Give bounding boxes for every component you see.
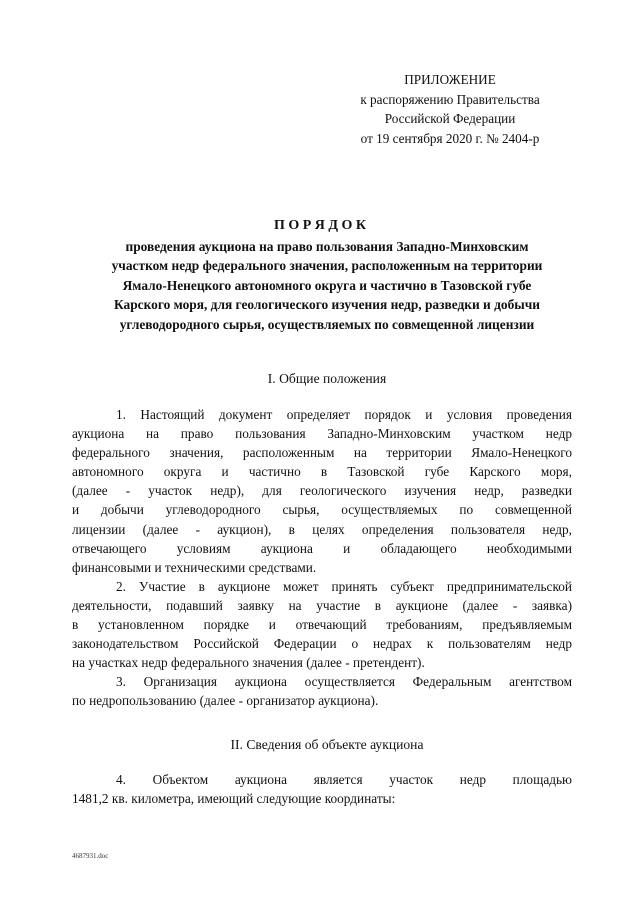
appendix-line-1: к распоряжению Правительства [360, 91, 540, 107]
paragraph-2-line: деятельности, подавший заявку на участие в аукционе (далее - заявка) [72, 598, 572, 614]
document-title: П О Р Я Д О К [273, 218, 367, 233]
section-heading-object: II. Сведения об объекте аукциона [230, 737, 424, 752]
paragraph-1-line: отвечающего условиям аукциона и обладающего необходимыми [72, 540, 572, 556]
paragraph-3-line: 3. Организация аукциона осуществляется Федеральным агентством [116, 674, 572, 689]
paragraph-1-line: финансовыми и техническими средствами. [72, 559, 317, 575]
paragraph-3-line: по недропользованию (далее - организатор аукциона). [72, 693, 379, 709]
paragraph-1-line: и добычи углеводородного сырья, осуществляемых по совмещенной [72, 502, 572, 518]
subtitle-line-1: проведения аукциона на право пользования Западно-Минховским [125, 239, 529, 254]
paragraph-2-line: 2. Участие в аукционе может принять субъект предпринимательской [116, 579, 572, 594]
paragraph-1-line: аукциона на право пользования Западно-Минховским участком недр [72, 426, 572, 442]
paragraph-1-line: (далее - участок недр), для геологического изучения недр, разведки [72, 483, 572, 499]
document-subtitle [72, 237, 582, 334]
subtitle-line-5: углеводородного сырья, осуществляемых по совмещенной лицензии [119, 316, 535, 332]
document-code: 4687931.doc [72, 852, 109, 860]
subtitle-line-4: Карского моря, для геологического изучения недр, разведки и добычи [114, 297, 540, 313]
paragraph-1-line: 1. Настоящий документ определяет порядок и условия проведения [116, 407, 572, 422]
appendix-title: ПРИЛОЖЕНИЕ [404, 72, 496, 87]
paragraph-1-line: лицензии (далее - аукцион), в целях определения пользователя недр, [72, 521, 572, 537]
appendix-line-2: Российской Федерации [384, 111, 516, 126]
section-heading-general: I. Общие положения [267, 371, 387, 386]
paragraph-3 [72, 672, 572, 710]
paragraph-4-line: 4. Объектом аукциона является участок недр площадью [116, 772, 572, 787]
paragraph-4 [72, 770, 572, 808]
paragraph-1 [72, 405, 572, 577]
appendix-line-3: от 19 сентября 2020 г. № 2404-р [360, 130, 540, 146]
paragraph-2-line: в установленном порядке и отвечающий требованиям, предъявляемым [72, 617, 572, 633]
paragraph-1-line: автономного округа и частично в Тазовской губе Карского моря, [72, 464, 572, 480]
subtitle-line-2: участком недр федерального значения, расположенным на территории [111, 258, 543, 274]
paragraph-1-line: федерального значения, расположенным на территории Ямало-Ненецкого [72, 445, 572, 461]
paragraph-2 [72, 577, 572, 672]
subtitle-line-3: Ямало-Ненецкого автономного округа и частично в Тазовской губе [122, 277, 532, 293]
paragraph-4-line: 1481,2 кв. километра, имеющий следующие координаты: [72, 791, 396, 807]
paragraph-2-line: на участках недр федерального значения (далее - претендент). [72, 655, 425, 671]
paragraph-2-line: законодательством Российской Федерации о недрах к пользователям недр [72, 636, 572, 652]
appendix-block [320, 70, 580, 148]
